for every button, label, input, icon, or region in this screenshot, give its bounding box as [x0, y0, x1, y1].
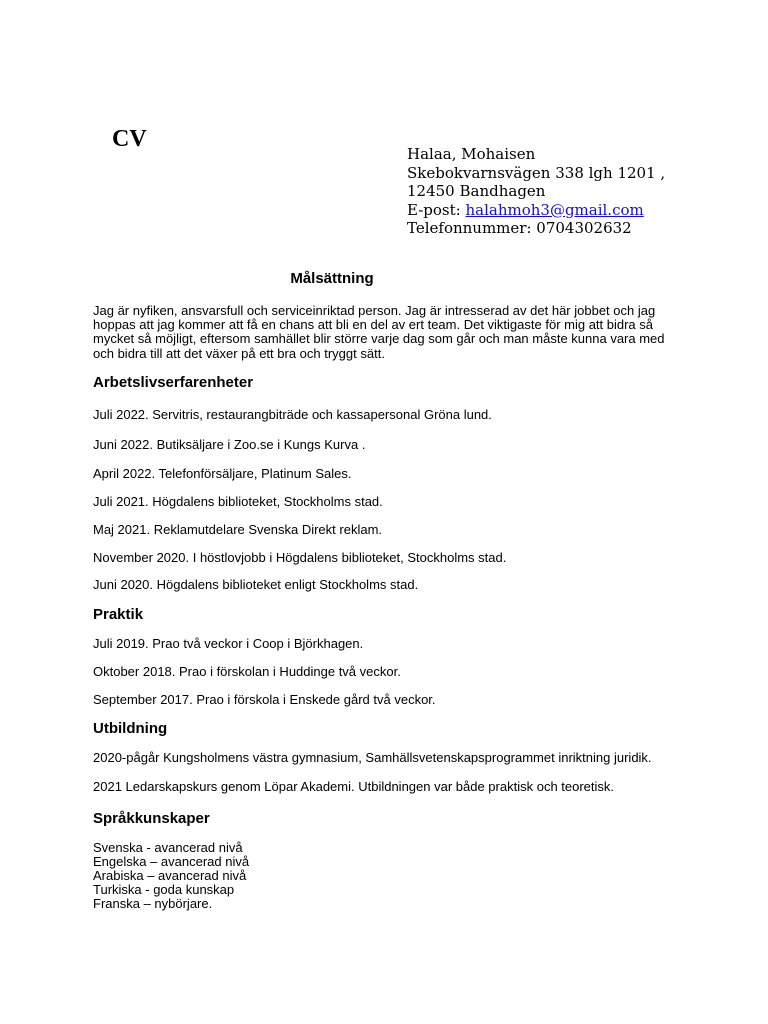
- practice-item: Oktober 2018. Prao i förskolan i Huddinge två veckor.: [93, 664, 401, 679]
- contact-postal: 12450 Bandhagen: [407, 182, 546, 201]
- education-heading: Utbildning: [93, 720, 168, 737]
- language-item: Svenska - avancerad nivå: [93, 840, 243, 855]
- practice-item: Juli 2019. Prao två veckor i Coop i Björkhagen.: [93, 636, 364, 651]
- email-label: E-post:: [407, 200, 466, 219]
- work-item: November 2020. I höstlovjobb i Högdalens biblioteket, Stockholms stad.: [93, 550, 507, 565]
- contact-street: Skebokvarnsvägen 338 lgh 1201 ,: [407, 163, 666, 182]
- goal-text: Jag är nyfiken, ansvarsfull och serviceinriktad person. Jag är intresserad av det här jobbet och jag hoppas att jag kommer att få en chans att bli en del av ert team. Det viktigaste för mig att bidra så mycket så möjligt, eftersom samhället blir större varje dag som går och man måste kunna vara med och bidra till att det växer på ett bra och tryggt sätt.: [93, 303, 665, 361]
- languages-list: [93, 841, 249, 911]
- work-item: Juni 2022. Butiksäljare i Zoo.se i Kungs Kurva .: [93, 437, 366, 452]
- education-item: 2020-pågår Kungsholmens västra gymnasium, Samhällsvetenskapsprogrammet inriktning juridik.: [93, 750, 652, 765]
- contact-email-row: [407, 201, 665, 220]
- contact-name: Halaa, Mohaisen: [407, 145, 536, 163]
- practice-heading: Praktik: [93, 606, 144, 623]
- work-heading: Arbetslivserfarenheter: [93, 374, 254, 391]
- goal-heading: Målsättning: [290, 270, 374, 287]
- contact-phone: Telefonnummer: 0704302632: [407, 219, 632, 238]
- work-item: Maj 2021. Reklamutdelare Svenska Direkt reklam.: [93, 522, 383, 537]
- languages-heading: Språkkunskaper: [93, 810, 210, 827]
- email-link[interactable]: halahmoh3@gmail.com: [465, 200, 644, 219]
- education-item: 2021 Ledarskapskurs genom Löpar Akademi. Utbildningen var både praktisk och teoretisk.: [93, 779, 615, 794]
- language-item: Franska – nybörjare.: [93, 896, 213, 911]
- language-item: Arabiska – avancerad nivå: [93, 868, 247, 883]
- work-item: Juni 2020. Högdalens biblioteket enligt Stockholms stad.: [93, 577, 419, 592]
- language-item: Engelska – avancerad nivå: [93, 854, 250, 869]
- contact-block: [407, 145, 665, 238]
- work-item: April 2022. Telefonförsäljare, Platinum Sales.: [93, 466, 352, 481]
- work-item: Juli 2022. Servitris, restaurangbiträde och kassapersonal Gröna lund.: [93, 407, 492, 422]
- practice-item: September 2017. Prao i förskola i Enskede gård två veckor.: [93, 692, 436, 707]
- work-item: Juli 2021. Högdalens biblioteket, Stockholms stad.: [93, 494, 383, 509]
- cv-title: CV: [112, 126, 147, 152]
- language-item: Turkiska - goda kunskap: [93, 882, 235, 897]
